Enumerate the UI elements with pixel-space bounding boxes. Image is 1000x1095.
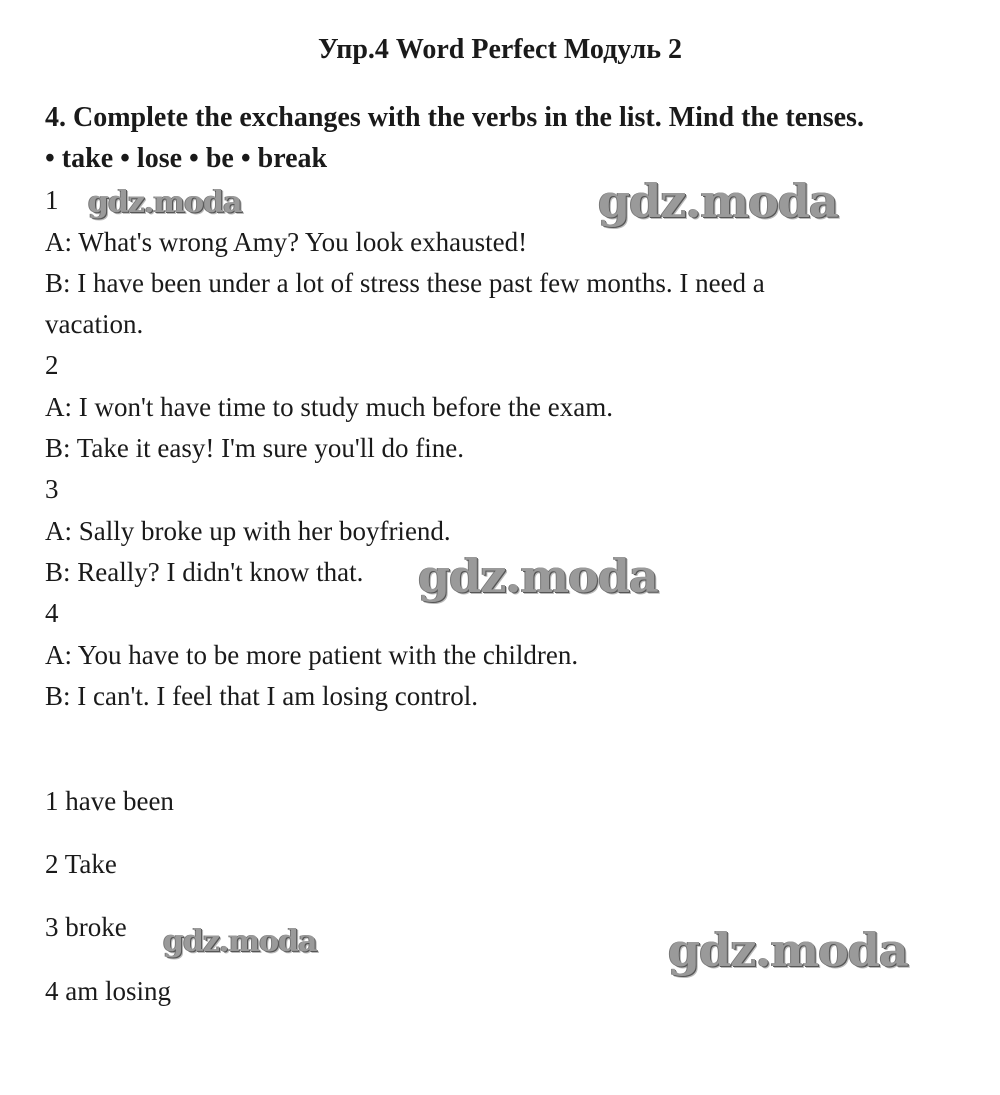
watermark-logo: gdz.moda <box>88 185 242 220</box>
watermark-logo: gdz.moda <box>163 924 317 959</box>
exchange-2-line-b: B: Take it easy! I'm sure you'll do fine. <box>45 433 465 463</box>
exchange-3-line-b: B: Really? I didn't know that. <box>45 557 364 587</box>
exchange-1-number: 1 <box>45 185 59 215</box>
task-heading: 4. Complete the exchanges with the verbs in the list. Mind the tenses. <box>45 102 864 133</box>
exchange-1-line-a: A: What's wrong Amy? You look exhausted! <box>45 227 528 257</box>
answer-3: 3 broke <box>45 912 127 942</box>
exchange-1-line-b-continued: vacation. <box>45 309 144 339</box>
exchange-3-number: 3 <box>45 474 59 504</box>
watermark-logo: gdz.moda <box>418 549 658 603</box>
exchange-1-line-b: B: I have been under a lot of stress these past few months. I need a <box>45 268 765 298</box>
watermark-logo: gdz.moda <box>598 174 838 228</box>
exchange-4-line-b: B: I can't. I feel that I am losing control. <box>45 681 478 711</box>
page-title: Упр.4 Word Perfect Модуль 2 <box>317 34 683 65</box>
answer-4: 4 am losing <box>45 976 171 1006</box>
exchange-4-line-a: A: You have to be more patient with the children. <box>45 640 579 670</box>
answer-1: 1 have been <box>45 786 174 816</box>
answer-2: 2 Take <box>45 849 117 879</box>
watermark-logo: gdz.moda <box>668 923 908 977</box>
exchange-3-line-a: A: Sally broke up with her boyfriend. <box>45 516 451 546</box>
exchange-2-line-a: A: I won't have time to study much before the exam. <box>45 392 613 422</box>
exchange-2-number: 2 <box>45 350 59 380</box>
exchange-4-number: 4 <box>45 598 59 628</box>
word-list: • take • lose • be • break <box>45 143 328 174</box>
